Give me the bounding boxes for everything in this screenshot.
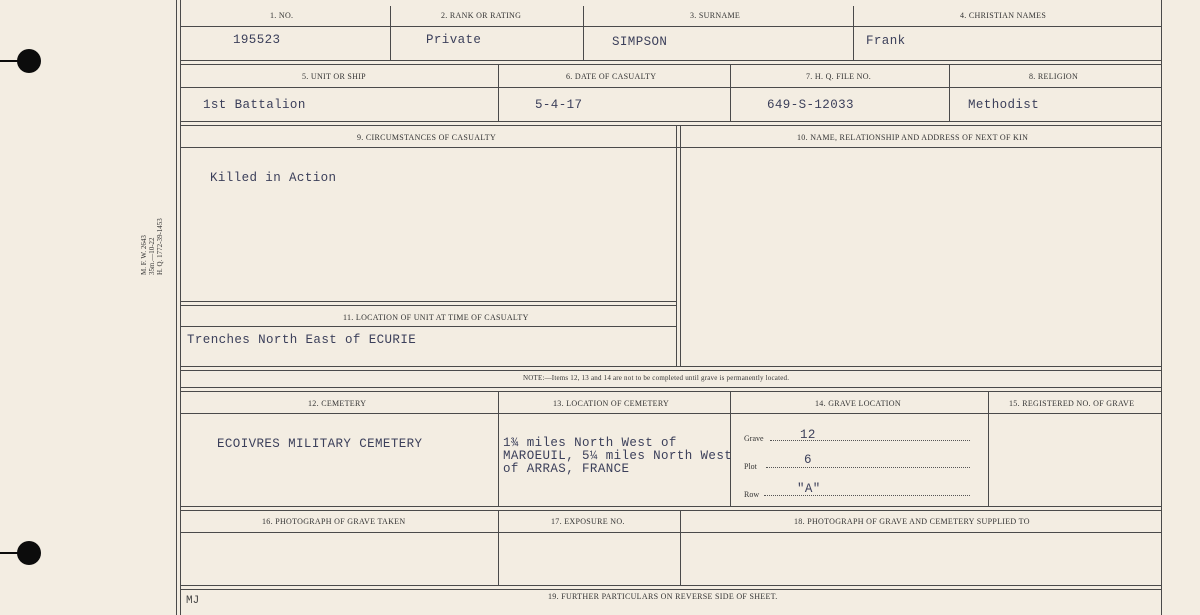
- label-location-unit: 11. LOCATION OF UNIT AT TIME OF CASUALTY: [343, 313, 529, 322]
- row3-split-rule: [180, 301, 676, 306]
- value-religion: Methodist: [968, 98, 1040, 112]
- label-christian-names: 4. CHRISTIAN NAMES: [960, 11, 1047, 20]
- punch-hole-bottom: [17, 541, 41, 565]
- label-location-cemetery: 13. LOCATION OF CEMETERY: [553, 399, 670, 408]
- location-cemetery-line: MAROEUIL, 5¼ miles North West: [503, 449, 733, 463]
- label-grave-location: 14. GRAVE LOCATION: [815, 399, 901, 408]
- value-location-unit: Trenches North East of ECURIE: [187, 333, 417, 347]
- form-side-print: [140, 215, 164, 275]
- col-divider: [949, 64, 950, 121]
- label-religion: 8. RELIGION: [1029, 72, 1079, 81]
- note-text: NOTE:—Items 12, 13 and 14 are not to be completed until grave is permanently located.: [523, 374, 790, 382]
- row1-bottom-rule: [180, 60, 1161, 65]
- right-border: [1161, 0, 1162, 615]
- col-divider: [583, 6, 584, 60]
- col-divider: [498, 64, 499, 121]
- col-divider: [498, 510, 499, 585]
- label-photograph-supplied: 18. PHOTOGRAPH OF GRAVE AND CEMETERY SUPPLIED TO: [794, 517, 1030, 526]
- row3-rule: [180, 147, 1161, 148]
- label-date: 6. DATE OF CASUALTY: [566, 72, 657, 81]
- value-circumstances: Killed in Action: [210, 171, 337, 185]
- col-divider: [853, 6, 854, 60]
- left-border: [176, 0, 181, 615]
- location-cemetery-line: 1¾ miles North West of: [503, 436, 677, 450]
- value-plot: 6: [804, 453, 812, 467]
- row4-bottom-rule: [180, 366, 1161, 371]
- location-cemetery-line: of ARRAS, FRANCE: [503, 462, 630, 476]
- label-registered-no: 15. REGISTERED NO. OF GRAVE: [1009, 399, 1135, 408]
- col-divider: [730, 64, 731, 121]
- label-hq-file: 7. H. Q. FILE NO.: [806, 72, 872, 81]
- label-plot: Plot: [744, 462, 757, 471]
- punch-hole-top: [17, 49, 41, 73]
- row2-rule: [180, 87, 1161, 88]
- col-divider: [988, 391, 989, 506]
- row5-bottom-rule: [180, 506, 1161, 511]
- row6-rule: [180, 532, 1161, 533]
- label-exposure: 17. EXPOSURE NO.: [551, 517, 625, 526]
- label-grave: Grave: [744, 434, 764, 443]
- label-rank: 2. RANK OR RATING: [441, 11, 522, 20]
- col-divider: [680, 510, 681, 585]
- value-unit: 1st Battalion: [203, 98, 306, 112]
- note-bottom-rule: [180, 387, 1161, 392]
- label-row: Row: [744, 490, 760, 499]
- row4-rule: [180, 326, 676, 327]
- col-divider: [498, 391, 499, 506]
- label-surname: 3. SURNAME: [690, 11, 741, 20]
- label-circumstances: 9. CIRCUMSTANCES OF CASUALTY: [357, 133, 497, 142]
- side-print-line: M. F. W. 2643: [140, 235, 148, 275]
- plot-dotted-line: [766, 467, 970, 468]
- value-surname: SIMPSON: [612, 35, 668, 49]
- row5-rule: [180, 413, 1161, 414]
- row1-rule: [180, 26, 1161, 27]
- value-no: 195523: [233, 33, 281, 47]
- row2-bottom-rule: [180, 121, 1161, 126]
- label-cemetery: 12. CEMETERY: [308, 399, 367, 408]
- value-location-cemetery: [503, 437, 732, 476]
- clerk-initials: MJ: [186, 595, 200, 607]
- value-christian-names: Frank: [866, 34, 906, 48]
- row-dotted-line: [764, 495, 970, 496]
- label-photograph: 16. PHOTOGRAPH OF GRAVE TAKEN: [262, 517, 406, 526]
- label-no: 1. NO.: [270, 11, 294, 20]
- value-date: 5-4-17: [535, 98, 583, 112]
- value-cemetery: ECOIVRES MILITARY CEMETERY: [217, 437, 423, 451]
- value-row: "A": [797, 482, 821, 496]
- label-unit: 5. UNIT OR SHIP: [302, 72, 366, 81]
- side-print-line: H. Q. 1772-39-1453: [156, 218, 164, 275]
- value-grave: 12: [800, 428, 816, 442]
- side-print-line: 35m.—10-22: [148, 237, 156, 275]
- row6-bottom-rule: [180, 585, 1161, 590]
- label-next-of-kin: 10. NAME, RELATIONSHIP AND ADDRESS OF NEXT OF KIN: [797, 133, 1029, 142]
- col-divider-kin: [676, 125, 681, 367]
- col-divider: [390, 6, 391, 60]
- value-hq-file: 649-S-12033: [767, 98, 854, 112]
- label-further-particulars: 19. FURTHER PARTICULARS ON REVERSE SIDE OF SHEET.: [548, 592, 778, 601]
- value-rank: Private: [426, 33, 482, 47]
